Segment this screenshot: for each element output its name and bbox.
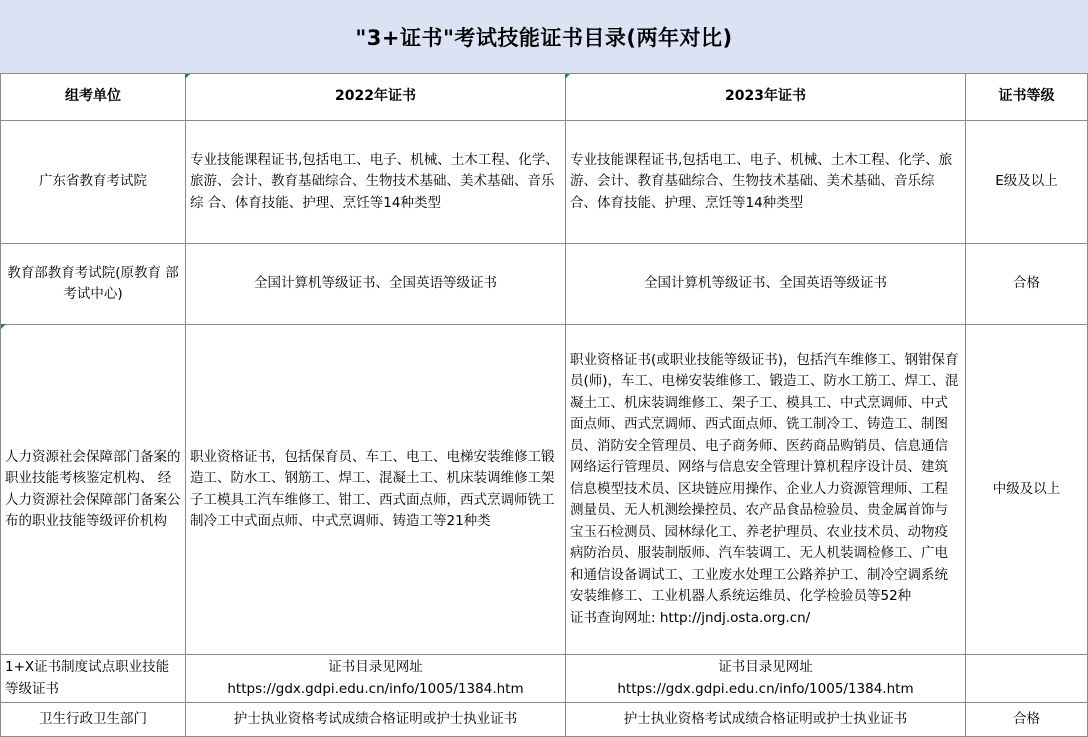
cell-2023[interactable]: 全国计算机等级证书、全国英语等级证书 [566, 244, 966, 325]
cell-2023[interactable]: 护士执业资格考试成绩合格证明或护士执业证书 [566, 703, 966, 737]
catalog-label: 证书目录见网址 [328, 659, 423, 675]
table-row [1, 703, 1088, 737]
cell-unit[interactable]: 广东省教育考试院 [1, 121, 186, 244]
table-title: "3+证书"考试技能证书目录(两年对比) [355, 25, 733, 50]
cell-2023[interactable] [566, 655, 966, 703]
comment-indicator [1, 324, 6, 329]
catalog-label: 证书目录见网址 [718, 659, 813, 675]
cell-level[interactable]: 合格 [966, 703, 1088, 737]
header-level[interactable]: 证书等级 [966, 74, 1088, 121]
header-2023[interactable]: 2023年证书 [566, 74, 966, 121]
table-row [1, 655, 1088, 703]
cell-unit[interactable]: 教育部教育考试院(原教育 部考试中心) [1, 244, 186, 325]
table-row [1, 244, 1088, 325]
table-row [1, 121, 1088, 244]
cell-2023-text: 职业资格证书(或职业技能等级证书)，包括汽车维修工、钢钳保育员(师)，车工、电梯安装维修工、锻造工、防水工筋工、焊工、混凝土工、机床装调维修工、架子工、模具工、中式烹调师、中式面点师、西式烹调师、西式面点师、铣工制冷工、铸造工、制图员、消防安全管理员、电子商务师、医药商品购销员、信息通信网络运行管理员、网络与信息安全管理计算机程序设计员、建筑信息模型技术员、区块链应用操作、企业人力资源管理师、工程测量员、无人机测绘操控员、农产品食品检验员、贵金属首饰与宝玉石检测员、园林绿化工、养老护理员、农业技术员、动物疫病防治员、服装制版师、汽车装调工、无人机装调检修工、广电和通信设备调试工、工业废水处理工公路养护工、制冷空调系统安装维修工、工业机器人系统运维员、化学检验员等52种 [570, 351, 959, 605]
comment-indicator [185, 74, 190, 79]
certificate-table [0, 73, 1088, 737]
cell-level[interactable]: 中级及以上 [966, 325, 1088, 655]
catalog-url[interactable]: https://gdx.gdpi.edu.cn/info/1005/1384.htm [617, 680, 914, 697]
cell-unit[interactable]: 1+X证书制度试点职业技能等级证书 [1, 655, 186, 703]
cell-2022[interactable] [186, 655, 566, 703]
table-row [1, 325, 1088, 655]
cell-2022[interactable]: 职业资格证书，包括保育员、车工、电工、电梯安装维修工锻造工、防水工、钢筋工、焊工、混凝土工、机床装调维修工架子工模具工汽车维修工、钳工、西式面点师，西式烹调师铣工制冷工中式面点师、中式烹调师、铸造工等21种类 [186, 325, 566, 655]
cell-unit[interactable]: 卫生行政卫生部门 [1, 703, 186, 737]
cell-unit[interactable]: 人力资源社会保障部门备案的职业技能考核鉴定机构、 经人力资源社会保障部门备案公布的职业技能等级评价机构 [1, 325, 186, 655]
query-url-text: 证书查询网址: http://jndj.osta.org.cn/ [570, 609, 811, 626]
cell-level[interactable] [966, 655, 1088, 703]
cell-2022[interactable]: 专业技能课程证书,包括电工、电子、机械、土木工程、化学、旅游、会计、教育基础综合、生物技术基础、美术基础、音乐综 合、体育技能、护理、烹饪等14种类型 [186, 121, 566, 244]
cell-level[interactable]: E级及以上 [966, 121, 1088, 244]
cell-2022[interactable]: 护士执业资格考试成绩合格证明或护士执业证书 [186, 703, 566, 737]
cell-level[interactable]: 合格 [966, 244, 1088, 325]
catalog-url[interactable]: https://gdx.gdpi.edu.cn/info/1005/1384.htm [227, 680, 524, 697]
cell-2022[interactable]: 全国计算机等级证书、全国英语等级证书 [186, 244, 566, 325]
cell-2023[interactable]: 专业技能课程证书,包括电工、电子、机械、土木工程、化学、旅游、会计、教育基础综合、生物技术基础、美术基础、音乐综 合、体育技能、护理、烹饪等14种类型 [566, 121, 966, 244]
cell-2023[interactable] [566, 325, 966, 655]
header-unit[interactable]: 组考单位 [1, 74, 186, 121]
header-row [1, 74, 1088, 121]
comment-indicator [565, 74, 570, 79]
header-2022[interactable]: 2022年证书 [186, 74, 566, 121]
title-row[interactable] [0, 0, 1088, 74]
